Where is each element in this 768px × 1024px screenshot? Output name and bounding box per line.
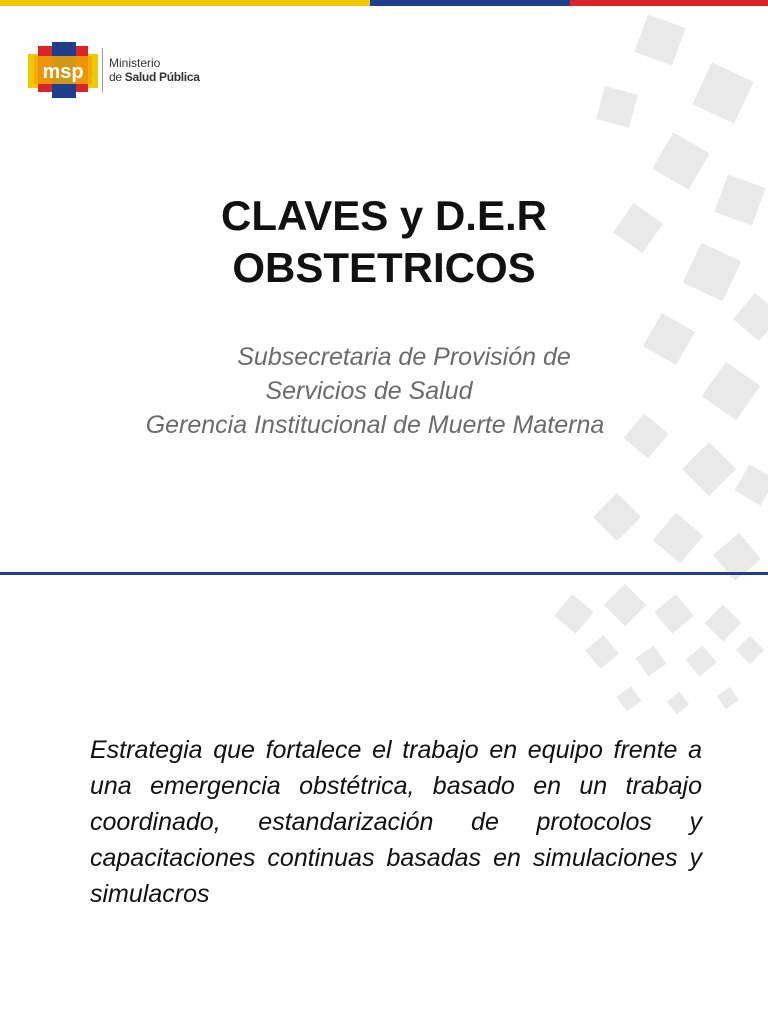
logo-line-bold: Salud Pública <box>124 70 200 84</box>
msp-logo-letters: msp <box>42 61 84 83</box>
logo-separator <box>102 48 103 92</box>
slide-title-line-2: OBSTETRICOS <box>232 244 536 291</box>
subtitle-line-2: Servicios de Salud <box>265 377 473 405</box>
slide-title-line-1: CLAVES y D.E.R <box>221 192 547 239</box>
slide-subtitle <box>0 340 768 442</box>
msp-logo <box>28 42 200 98</box>
msp-logo-mark <box>28 42 98 98</box>
logo-line-salud-publica <box>109 70 200 84</box>
logo-line-ministerio: Ministerio <box>109 56 161 70</box>
logo-line-prefix: de <box>109 70 125 84</box>
slide-title <box>0 190 768 294</box>
strategy-description: Estrategia que fortalece el trabajo en equipo frente a una emergencia obstétrica, basado en un trabajo coordinado, estandarización de protocolos y capacitaciones continuas basadas en simulaciones y simulacros <box>90 736 702 908</box>
logo-wordmark <box>109 56 200 84</box>
slide-divider <box>0 572 768 575</box>
subtitle-line-3: Gerencia Institucional de Muerte Materna <box>145 411 605 439</box>
subtitle-line-1: Subsecretaria de Provisión de <box>237 343 571 371</box>
